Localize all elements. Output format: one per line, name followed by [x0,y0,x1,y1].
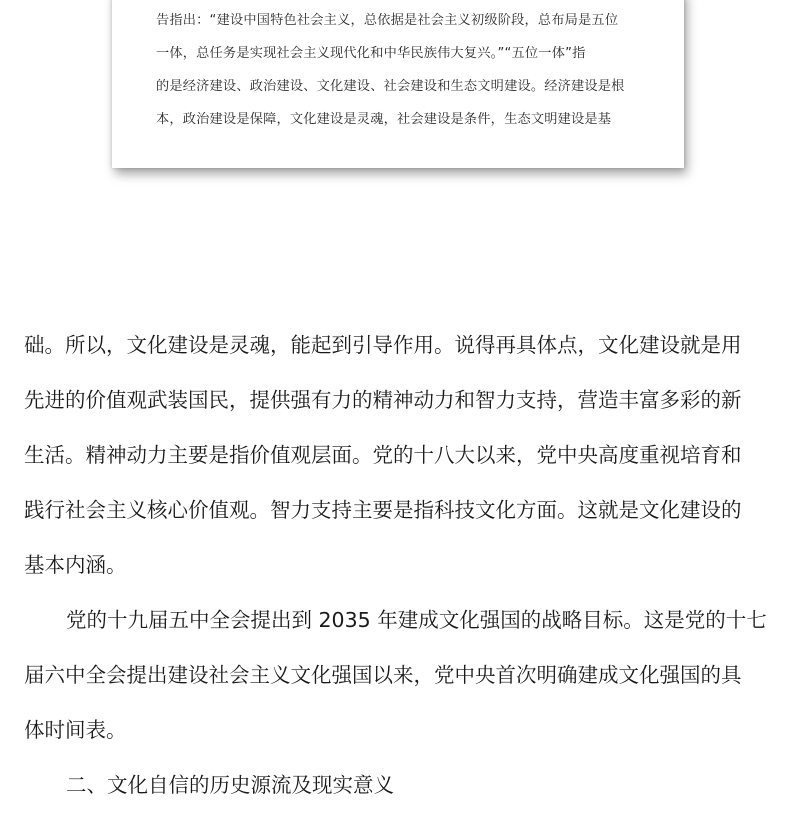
document-body [24,318,784,813]
paragraph-line: 党的十九届五中全会提出到 2035 年建成文化强国的战略目标。这是党的十七 [66,608,767,632]
paragraph-line: 践行社会主义核心价值观。智力支持主要是指科技文化方面。这就是文化建设的 [24,498,742,522]
paragraph-line: 体时间表。 [24,718,127,742]
paragraph-line: 础。所以，文化建设是灵魂，能起到引导作用。说得再具体点，文化建设就是用 [24,333,742,357]
paragraph-line: 先进的价值观武装国民，提供强有力的精神动力和智力支持，营造丰富多彩的新 [24,388,742,412]
quote-line: 的是经济建设、政治建设、文化建设、社会建设和生态文明建设。经济建设是根 [156,79,625,94]
section-heading: 二、文化自信的历史源流及现实意义 [66,773,394,797]
quote-line: 告指出：“建设中国特色社会主义，总依据是社会主义初级阶段，总布局是五位 [156,13,619,28]
quote-card-text [156,4,650,136]
paragraph-line: 生活。精神动力主要是指价值观层面。党的十八大以来，党中央高度重视培育和 [24,443,742,467]
paragraph-line: 届六中全会提出建设社会主义文化强国以来，党中央首次明确建成文化强国的具 [24,663,742,687]
paragraph-line: 基本内涵。 [24,553,127,577]
quote-line: 本，政治建设是保障，文化建设是灵魂，社会建设是条件，生态文明建设是基 [156,112,612,127]
quote-card [112,0,684,168]
quote-line: 一体，总任务是实现社会主义现代化和中华民族伟大复兴。”“五位一体”指 [156,46,586,61]
